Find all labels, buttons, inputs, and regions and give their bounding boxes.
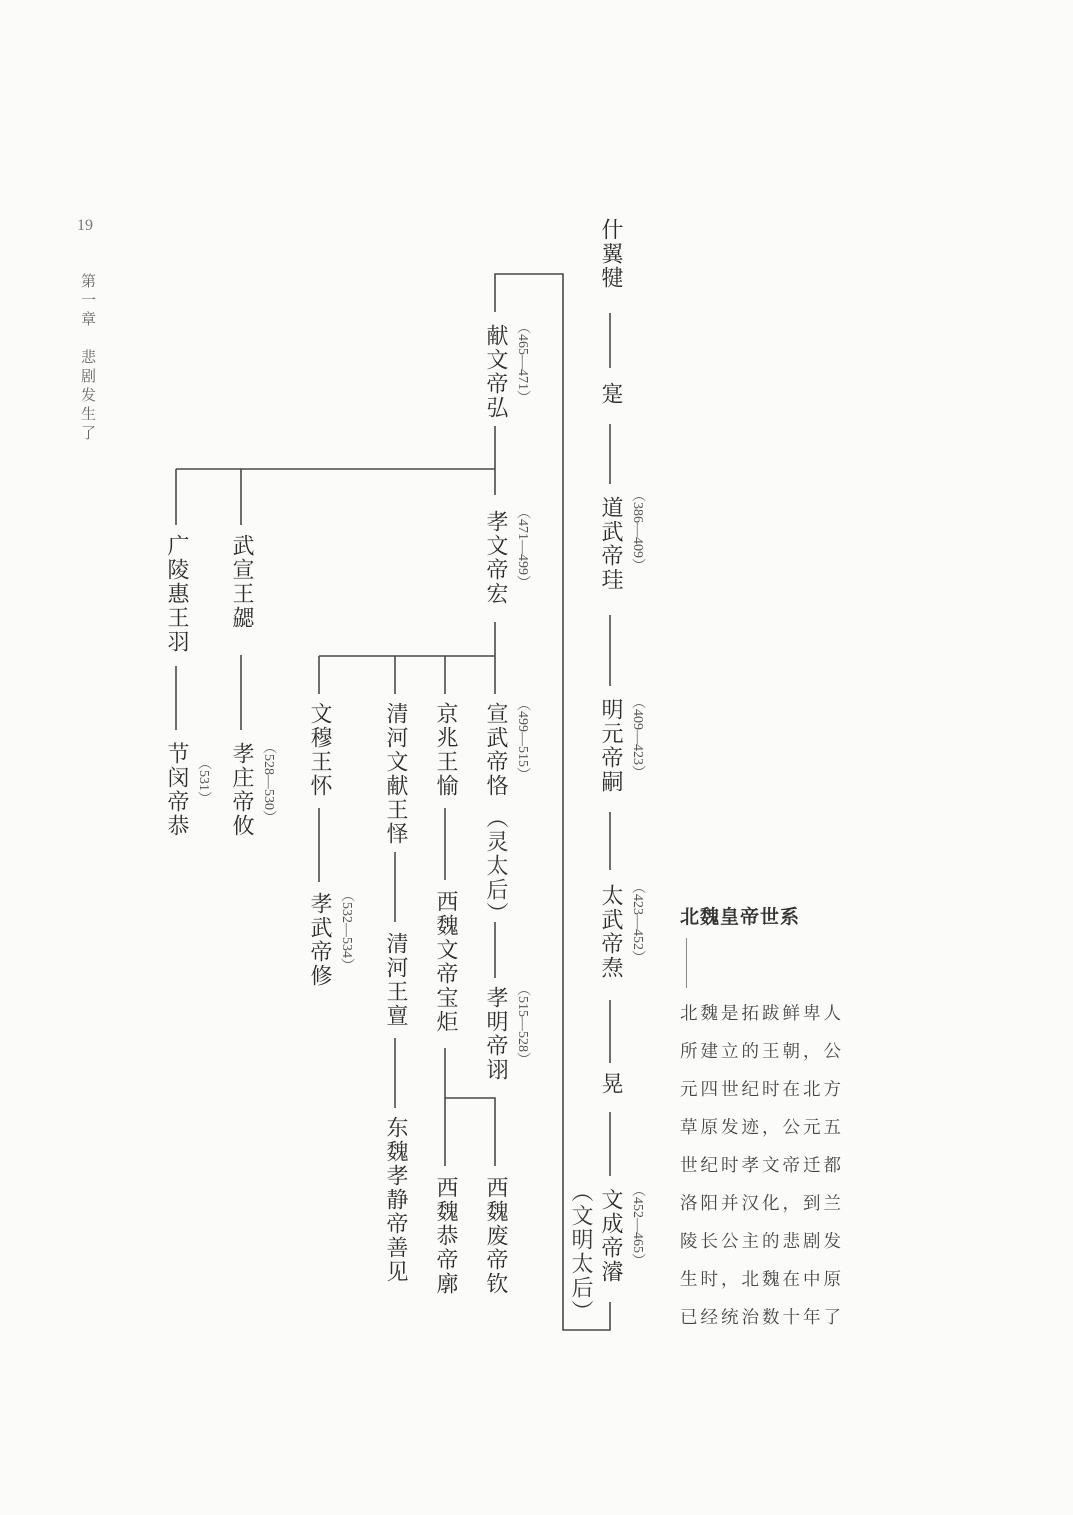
years-xiaowen: （471—499）: [515, 505, 530, 589]
node-lingtaihou: （灵太后）: [483, 806, 508, 926]
node-shiyijian: 什翼犍: [598, 218, 623, 290]
node-shi: 寔: [598, 382, 623, 406]
node-xiaoming: 孝明帝诩: [483, 986, 508, 1082]
caption-line: 草原发迹，公元五: [680, 1118, 844, 1138]
chapter-title: 悲剧发生了: [79, 349, 97, 444]
node-xiaowu: 孝武帝修: [307, 892, 332, 988]
node-taiwu: 太武帝焘: [598, 884, 623, 980]
caption-title: 北魏皇帝世系: [680, 906, 801, 928]
node-dongwei-xiaojing: 东魏孝静帝善见: [383, 1116, 408, 1284]
caption-line: 已经统治数十年了: [680, 1308, 844, 1328]
node-xiaozhuang: 孝庄帝攸: [229, 742, 254, 838]
years-jiemin: （531）: [196, 756, 211, 805]
years-xiaoming: （515—528）: [515, 982, 530, 1066]
node-mingyuan: 明元帝嗣: [598, 698, 623, 794]
node-xiwei-feidi: 西魏废帝钦: [483, 1176, 508, 1296]
years-xuanwu: （499—515）: [515, 697, 530, 781]
years-wencheng: （452—465）: [630, 1183, 645, 1267]
page-number: 19: [77, 217, 93, 234]
node-xiwei-gongdi: 西魏恭帝廓: [433, 1176, 458, 1296]
node-xiwei-wendi: 西魏文帝宝炬: [433, 890, 458, 1034]
node-wenmu: 文穆王怀: [307, 702, 332, 798]
node-wenming-taihou: （文明太后）: [568, 1180, 593, 1324]
chapter-label: 第一章: [79, 273, 97, 330]
node-jingzhao: 京兆王愉: [433, 702, 458, 798]
node-wencheng: 文成帝濬: [598, 1188, 623, 1284]
years-taiwu: （423—452）: [630, 880, 645, 964]
line-wencheng-xianwen: [495, 274, 610, 1330]
node-jiemin: 节闵帝恭: [164, 742, 189, 838]
node-daowu: 道武帝珪: [598, 496, 623, 592]
caption-line: 元四世纪时在北方: [680, 1080, 844, 1100]
node-qinghe-wang: 清河王亶: [383, 932, 408, 1028]
years-daowu: （386—409）: [630, 488, 645, 572]
caption-line: 陵长公主的悲剧发: [680, 1232, 844, 1252]
caption-line: 世纪时孝文帝迁都: [680, 1156, 844, 1176]
years-xiaozhuang: （528—530）: [261, 740, 276, 824]
caption-line: 所建立的王朝，公: [680, 1042, 844, 1062]
node-xuanwu: 宣武帝恪: [483, 702, 508, 798]
node-huang: 晃: [598, 1072, 623, 1096]
caption-line: 洛阳并汉化，到兰: [680, 1194, 844, 1214]
node-xiaowen: 孝文帝宏: [483, 510, 508, 606]
caption-line: 北魏是拓跋鲜卑人: [680, 1004, 844, 1024]
node-guangling: 广陵惠王羽: [164, 534, 189, 654]
caption-text: [680, 995, 865, 1337]
caption-line: 生时，北魏在中原: [680, 1270, 844, 1290]
node-qinghe-wenxian: 清河文献王怿: [383, 702, 408, 846]
years-mingyuan: （409—423）: [630, 695, 645, 779]
caption-rule: [686, 938, 687, 988]
node-wuxuan: 武宣王勰: [229, 534, 254, 630]
line-xiwei-feidi: [445, 1098, 495, 1166]
node-xianwen: 献文帝弘: [483, 324, 508, 420]
years-xiaowu: （532—534）: [339, 888, 354, 972]
years-xianwen: （465—471）: [515, 320, 530, 404]
